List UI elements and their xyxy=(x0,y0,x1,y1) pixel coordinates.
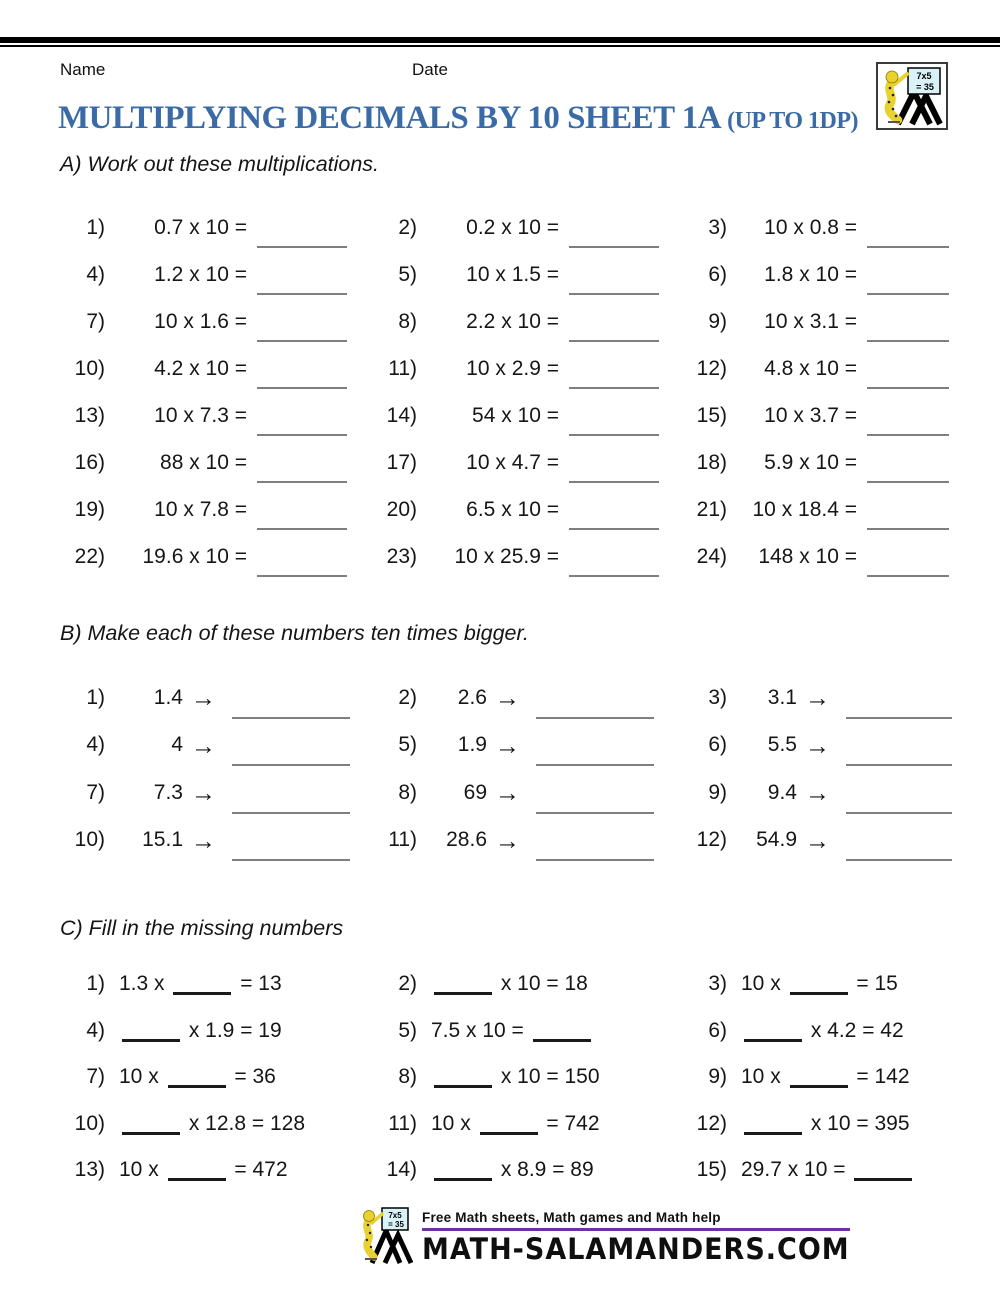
answer-line[interactable] xyxy=(257,246,347,248)
section-b-heading: B) Make each of these numbers ten times bigger. xyxy=(60,621,529,645)
answer-line[interactable] xyxy=(569,293,659,295)
problem-expression: 0.7 x 10 = xyxy=(154,215,247,239)
answer-blank[interactable] xyxy=(122,1132,180,1135)
answer-blank[interactable] xyxy=(533,1039,591,1042)
problem-expression: 10 x 25.9 = xyxy=(454,544,559,568)
arrow-icon: → xyxy=(191,779,216,808)
answer-blank[interactable] xyxy=(434,1085,492,1088)
svg-text:= 35: = 35 xyxy=(388,1220,404,1229)
problem-number: 7) xyxy=(86,780,105,804)
problem-number: 5) xyxy=(398,733,417,757)
problem-number: 1) xyxy=(86,972,105,996)
brand-logo xyxy=(876,62,948,130)
problem-value: 3.1 xyxy=(767,685,797,709)
arrow-icon: → xyxy=(191,684,216,713)
problem-number: 2) xyxy=(398,215,417,239)
problem-expression: 10 x 7.8 = xyxy=(154,497,247,521)
problem-number: 13) xyxy=(74,403,105,427)
problem-item xyxy=(55,1008,367,1055)
answer-line[interactable] xyxy=(569,340,659,342)
answer-line[interactable] xyxy=(867,528,949,530)
answer-line[interactable] xyxy=(257,481,347,483)
problem-item xyxy=(677,204,955,251)
problem-expression: 29.7 x 10 = xyxy=(741,1158,915,1182)
problem-number: 1) xyxy=(86,215,105,239)
problem-number: 2) xyxy=(398,972,417,996)
problem-expression: 0.2 x 10 = xyxy=(466,215,559,239)
problem-expression: 1.3 x = 13 xyxy=(119,972,282,996)
answer-line[interactable] xyxy=(867,575,949,577)
answer-line[interactable] xyxy=(257,293,347,295)
problem-expression: 10 x = 36 xyxy=(119,1065,276,1089)
footer-divider xyxy=(422,1228,850,1231)
answer-line[interactable] xyxy=(569,434,659,436)
problem-item xyxy=(55,533,367,580)
problem-number: 21) xyxy=(696,497,727,521)
salamander-logo-icon xyxy=(880,66,944,126)
arrow-icon: → xyxy=(805,684,830,713)
answer-line[interactable] xyxy=(867,293,949,295)
problem-expression: 54 x 10 = xyxy=(472,403,559,427)
problem-item xyxy=(677,674,955,722)
answer-blank[interactable] xyxy=(434,1178,492,1181)
salamander-body-icon xyxy=(367,1221,374,1257)
answer-blank[interactable] xyxy=(168,1178,226,1181)
problem-expression: x 4.2 = 42 xyxy=(741,1019,904,1043)
problem-item xyxy=(367,769,677,817)
problem-expression: 10 x = 742 xyxy=(431,1111,600,1135)
section-b-problems xyxy=(55,674,955,864)
problem-expression: 10 x 1.5 = xyxy=(466,262,559,286)
arrow-icon: → xyxy=(191,826,216,855)
problem-number: 8) xyxy=(398,309,417,333)
problem-number: 12) xyxy=(696,828,727,852)
problem-expression: 10 x 7.3 = xyxy=(154,403,247,427)
answer-blank[interactable] xyxy=(790,1085,848,1088)
problem-number: 4) xyxy=(86,262,105,286)
problem-item xyxy=(677,345,955,392)
problem-item xyxy=(677,439,955,486)
footer-brand xyxy=(358,1207,850,1265)
answer-line[interactable] xyxy=(569,387,659,389)
problem-item xyxy=(677,1147,955,1194)
problem-number: 19) xyxy=(74,497,105,521)
problem-number: 8) xyxy=(398,780,417,804)
problem-number: 8) xyxy=(398,1065,417,1089)
page-title-suffix: (UP TO 1DP) xyxy=(727,108,859,134)
problem-item xyxy=(55,439,367,486)
answer-blank[interactable] xyxy=(854,1178,912,1181)
problem-item xyxy=(55,961,367,1008)
answer-line[interactable] xyxy=(257,434,347,436)
arrow-icon: → xyxy=(191,731,216,760)
footer-site-link[interactable]: MATH-SALAMANDERS.COM xyxy=(422,1233,850,1267)
problem-item xyxy=(367,298,677,345)
problem-expression: x 12.8 = 128 xyxy=(119,1112,305,1136)
problem-item xyxy=(677,392,955,439)
problem-item xyxy=(367,439,677,486)
answer-line[interactable] xyxy=(846,717,952,719)
problem-item xyxy=(55,1054,367,1101)
section-a-problems xyxy=(55,204,955,580)
problem-number: 9) xyxy=(708,309,727,333)
arrow-icon: → xyxy=(805,731,830,760)
problem-item xyxy=(367,1147,677,1194)
answer-line[interactable] xyxy=(536,859,654,861)
problem-item xyxy=(677,769,955,817)
problem-item xyxy=(677,251,955,298)
problem-expression: 4.8 x 10 = xyxy=(764,356,857,380)
problem-item xyxy=(55,674,367,722)
problem-item xyxy=(55,1147,367,1194)
problem-number: 2) xyxy=(398,685,417,709)
problem-value: 54.9 xyxy=(756,828,797,852)
problem-item xyxy=(367,392,677,439)
answer-line[interactable] xyxy=(257,575,347,577)
problem-expression: 10 x = 472 xyxy=(119,1158,288,1182)
problem-number: 9) xyxy=(708,1065,727,1089)
svg-text:= 35: = 35 xyxy=(916,82,934,92)
problem-item xyxy=(55,251,367,298)
problem-item xyxy=(677,1008,955,1055)
problem-expression: x 10 = 395 xyxy=(741,1112,910,1136)
arrow-icon: → xyxy=(495,684,520,713)
problem-expression: x 1.9 = 19 xyxy=(119,1019,282,1043)
problem-expression: 148 x 10 = xyxy=(758,544,857,568)
problem-number: 12) xyxy=(696,1111,727,1135)
problem-number: 9) xyxy=(708,780,727,804)
problem-expression: 6.5 x 10 = xyxy=(466,497,559,521)
problem-number: 23) xyxy=(386,544,417,568)
problem-number: 4) xyxy=(86,733,105,757)
problem-number: 13) xyxy=(74,1158,105,1182)
problem-number: 11) xyxy=(388,356,417,380)
problem-expression: 1.8 x 10 = xyxy=(764,262,857,286)
answer-line[interactable] xyxy=(232,812,350,814)
problem-expression: x 8.9 = 89 xyxy=(431,1158,594,1182)
problem-item xyxy=(367,1008,677,1055)
problem-number: 11) xyxy=(388,1111,417,1135)
problem-number: 15) xyxy=(696,403,727,427)
answer-line[interactable] xyxy=(536,717,654,719)
problem-expression: 10 x 1.6 = xyxy=(154,309,247,333)
answer-line[interactable] xyxy=(569,528,659,530)
answer-line[interactable] xyxy=(569,481,659,483)
problem-item xyxy=(677,533,955,580)
answer-line[interactable] xyxy=(257,340,347,342)
answer-line[interactable] xyxy=(232,717,350,719)
answer-blank[interactable] xyxy=(168,1085,226,1088)
answer-blank[interactable] xyxy=(480,1132,538,1135)
problem-number: 5) xyxy=(398,262,417,286)
problem-value: 15.1 xyxy=(142,828,183,852)
problem-number: 10) xyxy=(74,1111,105,1135)
problem-item xyxy=(55,486,367,533)
problem-item xyxy=(367,817,677,865)
problem-number: 16) xyxy=(74,450,105,474)
problem-number: 20) xyxy=(386,497,417,521)
problem-item xyxy=(55,1101,367,1148)
arrow-icon: → xyxy=(805,779,830,808)
problem-item xyxy=(677,722,955,770)
section-a-heading: A) Work out these multiplications. xyxy=(60,152,380,176)
answer-blank[interactable] xyxy=(790,992,848,995)
problem-value: 1.9 xyxy=(457,733,487,757)
problem-expression: x 10 = 150 xyxy=(431,1065,600,1089)
svg-text:7x5: 7x5 xyxy=(916,71,932,81)
top-divider xyxy=(0,37,1000,47)
answer-line[interactable] xyxy=(846,859,952,861)
problem-item xyxy=(55,769,367,817)
problem-expression: 7.5 x 10 = xyxy=(431,1019,594,1043)
problem-expression: 88 x 10 = xyxy=(160,450,247,474)
problem-item xyxy=(367,722,677,770)
problem-value: 2.6 xyxy=(457,685,487,709)
answer-blank[interactable] xyxy=(744,1039,802,1042)
answer-line[interactable] xyxy=(846,764,952,766)
answer-line[interactable] xyxy=(846,812,952,814)
problem-item xyxy=(55,298,367,345)
answer-blank[interactable] xyxy=(434,992,492,995)
date-label: Date xyxy=(412,60,448,79)
problem-number: 15) xyxy=(696,1158,727,1182)
section-c-problems xyxy=(55,961,955,1194)
problem-expression: 1.2 x 10 = xyxy=(154,262,247,286)
problem-item xyxy=(55,722,367,770)
problem-expression: x 10 = 18 xyxy=(431,972,588,996)
page-title: MULTIPLYING DECIMALS BY 10 SHEET 1A (UP TO 1DP) xyxy=(58,100,859,136)
problem-number: 10) xyxy=(74,828,105,852)
problem-number: 1) xyxy=(86,685,105,709)
problem-number: 24) xyxy=(696,544,727,568)
problem-item xyxy=(677,1101,955,1148)
problem-item xyxy=(55,817,367,865)
problem-expression: 10 x 3.1 = xyxy=(764,309,857,333)
problem-expression: 5.9 x 10 = xyxy=(764,450,857,474)
problem-value: 5.5 xyxy=(767,733,797,757)
problem-number: 7) xyxy=(86,1065,105,1089)
answer-line[interactable] xyxy=(867,340,949,342)
problem-item xyxy=(367,961,677,1008)
arrow-icon: → xyxy=(805,826,830,855)
arrow-icon: → xyxy=(495,731,520,760)
problem-item xyxy=(55,392,367,439)
problem-item xyxy=(55,204,367,251)
problem-item xyxy=(677,486,955,533)
problem-item xyxy=(55,345,367,392)
problem-item xyxy=(367,486,677,533)
arrow-icon: → xyxy=(495,779,520,808)
problem-expression: 10 x 18.4 = xyxy=(752,497,857,521)
problem-number: 11) xyxy=(388,828,417,852)
answer-line[interactable] xyxy=(536,812,654,814)
problem-number: 17) xyxy=(386,450,417,474)
problem-item xyxy=(677,1054,955,1101)
answer-line[interactable] xyxy=(569,575,659,577)
answer-blank[interactable] xyxy=(744,1132,802,1135)
problem-expression: 10 x = 142 xyxy=(741,1065,910,1089)
problem-item xyxy=(367,1054,677,1101)
problem-number: 3) xyxy=(708,685,727,709)
problem-expression: 10 x 3.7 = xyxy=(764,403,857,427)
answer-blank[interactable] xyxy=(173,992,231,995)
answer-line[interactable] xyxy=(257,387,347,389)
problem-number: 22) xyxy=(74,544,105,568)
svg-text:7x5: 7x5 xyxy=(388,1211,402,1220)
problem-item xyxy=(677,961,955,1008)
problem-value: 4 xyxy=(171,733,183,757)
problem-number: 7) xyxy=(86,309,105,333)
problem-number: 3) xyxy=(708,972,727,996)
problem-number: 5) xyxy=(398,1018,417,1042)
section-c-heading: C) Fill in the missing numbers xyxy=(60,916,344,940)
problem-number: 6) xyxy=(708,1018,727,1042)
problem-item xyxy=(367,345,677,392)
problem-expression: 4.2 x 10 = xyxy=(154,356,247,380)
problem-item xyxy=(367,204,677,251)
problem-number: 4) xyxy=(86,1018,105,1042)
problem-expression: 2.2 x 10 = xyxy=(466,309,559,333)
problem-number: 6) xyxy=(708,733,727,757)
problem-number: 14) xyxy=(386,403,417,427)
problem-value: 9.4 xyxy=(767,780,797,804)
problem-item xyxy=(367,251,677,298)
problem-item xyxy=(367,1101,677,1148)
problem-number: 10) xyxy=(74,356,105,380)
problem-number: 12) xyxy=(696,356,727,380)
problem-item xyxy=(367,674,677,722)
answer-line[interactable] xyxy=(867,387,949,389)
answer-line[interactable] xyxy=(569,246,659,248)
problem-expression: 10 x 4.7 = xyxy=(466,450,559,474)
problem-number: 6) xyxy=(708,262,727,286)
problem-expression: 19.6 x 10 = xyxy=(142,544,247,568)
problem-value: 28.6 xyxy=(446,828,487,852)
footer-tagline: Free Math sheets, Math games and Math help xyxy=(422,1210,721,1225)
answer-line[interactable] xyxy=(257,528,347,530)
name-label: Name xyxy=(60,60,106,79)
problem-number: 18) xyxy=(696,450,727,474)
arrow-icon: → xyxy=(495,826,520,855)
answer-line[interactable] xyxy=(536,764,654,766)
problem-item xyxy=(677,298,955,345)
answer-line[interactable] xyxy=(867,434,949,436)
answer-line[interactable] xyxy=(867,246,949,248)
problem-value: 1.4 xyxy=(153,685,183,709)
problem-expression: 10 x 2.9 = xyxy=(466,356,559,380)
problem-number: 3) xyxy=(708,215,727,239)
answer-line[interactable] xyxy=(867,481,949,483)
answer-line[interactable] xyxy=(232,859,350,861)
problem-item xyxy=(367,533,677,580)
problem-value: 7.3 xyxy=(153,780,183,804)
problem-item xyxy=(677,817,955,865)
answer-blank[interactable] xyxy=(122,1039,180,1042)
problem-expression: 10 x = 15 xyxy=(741,972,898,996)
problem-expression: 10 x 0.8 = xyxy=(764,215,857,239)
salamander-footer-icon xyxy=(358,1207,418,1265)
problem-value: 69 xyxy=(463,780,487,804)
answer-line[interactable] xyxy=(232,764,350,766)
problem-number: 14) xyxy=(386,1158,417,1182)
